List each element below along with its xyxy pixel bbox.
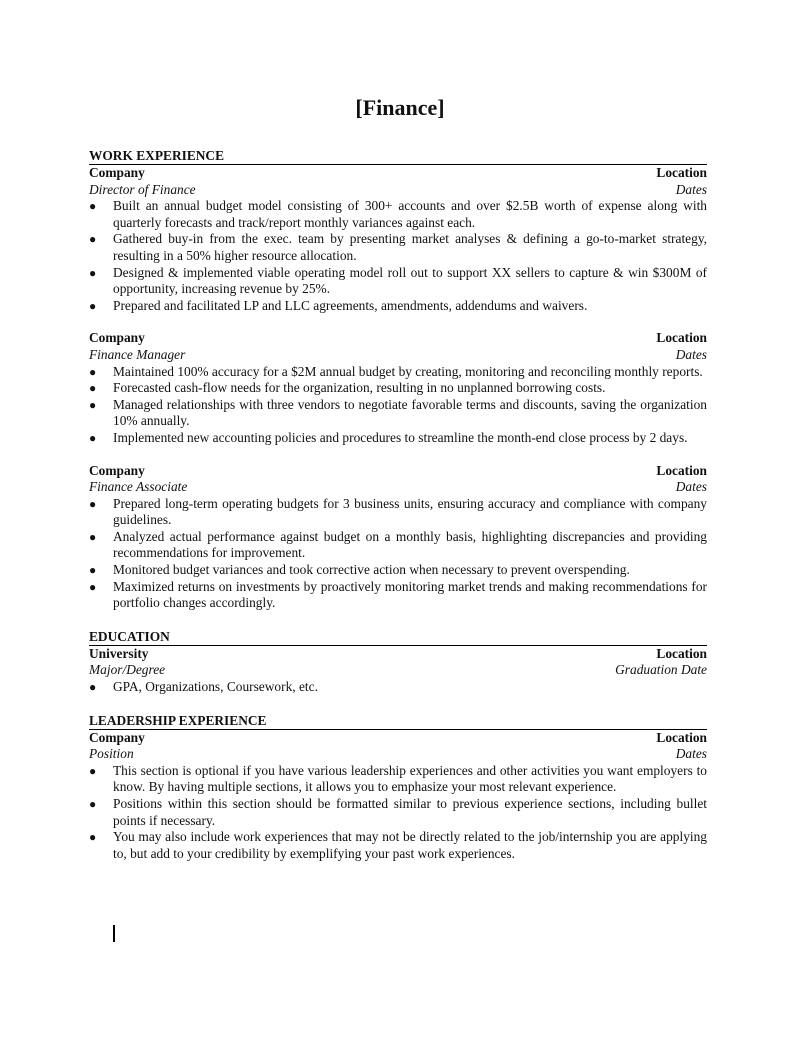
bullet-icon: ● xyxy=(89,680,97,695)
bullet-item xyxy=(89,298,707,315)
bullet-item xyxy=(89,763,707,796)
bullet-item xyxy=(89,829,707,862)
company-name: Company xyxy=(89,165,145,180)
section-heading-education: EDUCATION xyxy=(89,628,707,646)
position: Position xyxy=(89,746,134,762)
bullet-list xyxy=(89,198,707,314)
bullet-icon: ● xyxy=(89,298,97,313)
dates: Dates xyxy=(675,479,707,495)
work-entry xyxy=(89,463,707,612)
location: Location xyxy=(656,165,707,180)
location: Location xyxy=(656,645,707,661)
bullet-text: Forecasted cash-flow needs for the organization, resulting in no unplanned borrowing costs. xyxy=(113,380,606,396)
location: Location xyxy=(656,330,707,346)
bullet-text: You may also include work experiences that may not be directly related to the job/internship you are applying to, but add to your credibility by exemplifying your past work experiences. xyxy=(113,829,707,861)
company-name: Company xyxy=(89,330,145,346)
bullet-icon: ● xyxy=(89,830,97,845)
bullet-item xyxy=(89,397,707,430)
dates: Dates xyxy=(675,181,707,197)
bullet-list xyxy=(89,496,707,612)
work-experience-section xyxy=(89,147,707,612)
bullet-item xyxy=(89,430,707,447)
bullet-item xyxy=(89,364,707,381)
bullet-text: Managed relationships with three vendors to negotiate favorable terms and discounts, saving the organization 10% annually. xyxy=(113,396,707,429)
bullet-icon: ● xyxy=(89,381,97,396)
bullet-list xyxy=(89,364,707,447)
bullet-icon: ● xyxy=(89,364,97,379)
section-heading-leadership: LEADERSHIP EXPERIENCE xyxy=(89,712,707,730)
job-title: Director of Finance xyxy=(89,181,196,197)
bullet-text: Prepared and facilitated LP and LLC agreements, amendments, addendums and waivers. xyxy=(113,297,588,313)
bullet-text: Monitored budget variances and took corrective action when necessary to prevent overspending. xyxy=(113,562,630,578)
bullet-item xyxy=(89,579,707,612)
company-name: Company xyxy=(89,462,145,478)
bullet-icon: ● xyxy=(89,265,97,280)
bullet-item xyxy=(89,198,707,231)
bullet-text: Prepared long-term operating budgets for 3 business units, ensuring accuracy and compliance with company guidelines. xyxy=(113,495,707,528)
leadership-entry xyxy=(89,730,707,863)
bullet-item xyxy=(89,380,707,397)
bullet-text: Maximized returns on investments by proactively monitoring market trends and making recommendations for portfolio changes accordingly. xyxy=(113,578,707,611)
bullet-item xyxy=(89,562,707,579)
bullet-text: Positions within this section should be formatted similar to previous experience sections, including bullet points if necessary. xyxy=(113,796,707,828)
bullet-icon: ● xyxy=(89,763,97,778)
bullet-icon: ● xyxy=(89,496,97,511)
bullet-icon: ● xyxy=(89,529,97,544)
bullet-item xyxy=(89,796,707,829)
resume-title: [Finance] xyxy=(355,95,445,120)
text-cursor xyxy=(113,925,115,942)
degree: Major/Degree xyxy=(89,662,166,678)
bullet-icon: ● xyxy=(89,579,97,594)
dates: Dates xyxy=(675,746,707,762)
education-section xyxy=(89,628,707,696)
bullet-item xyxy=(89,679,707,696)
dates: Dates xyxy=(675,346,707,362)
bullet-item xyxy=(89,496,707,529)
bullet-text: Analyzed actual performance against budget on a monthly basis, highlighting discrepancies and providing recommendations for improvement. xyxy=(113,528,707,561)
bullet-icon: ● xyxy=(89,797,97,811)
work-entry xyxy=(89,165,707,314)
leadership-section xyxy=(89,712,707,863)
bullet-text: Gathered buy-in from the exec. team by presenting market analyses & defining a go-to-market strategy, resulting in a 50% higher resource allocation. xyxy=(113,231,707,263)
bullet-text: Implemented new accounting policies and procedures to streamline the month-end close process by 2 days. xyxy=(113,429,688,445)
bullet-text: Maintained 100% accuracy for a $2M annual budget by creating, monitoring and reconciling monthly reports. xyxy=(113,363,703,379)
location: Location xyxy=(656,729,707,745)
graduation-date: Graduation Date xyxy=(615,662,707,678)
bullet-icon: ● xyxy=(89,397,97,412)
bullet-text: Built an annual budget model consisting of 300+ accounts and over $2.5B worth of expense along with quarterly forecasts and track/report monthly variances against each. xyxy=(113,198,707,230)
bullet-item xyxy=(89,529,707,562)
work-entry xyxy=(89,330,707,446)
bullet-item xyxy=(89,231,707,264)
bullet-text: GPA, Organizations, Coursework, etc. xyxy=(113,679,318,695)
section-heading-work: WORK EXPERIENCE xyxy=(89,147,707,165)
university-name: University xyxy=(89,645,149,661)
bullet-list xyxy=(89,763,707,863)
job-title: Finance Associate xyxy=(89,479,188,495)
bullet-icon: ● xyxy=(89,199,97,214)
bullet-icon: ● xyxy=(89,563,97,578)
job-title: Finance Manager xyxy=(89,346,186,362)
bullet-text: Designed & implemented viable operating model roll out to support XX sellers to capture & win $300M of opportunity, increasing revenue by 25%. xyxy=(113,264,707,297)
bullet-text: This section is optional if you have various leadership experiences and other activities you want employers to know. By having multiple sections, it allows you to emphasize your most relevant experience. xyxy=(113,762,707,795)
bullet-list xyxy=(89,679,707,696)
company-name: Company xyxy=(89,729,145,745)
education-entry xyxy=(89,646,707,696)
bullet-item xyxy=(89,265,707,298)
bullet-icon: ● xyxy=(89,232,97,247)
location: Location xyxy=(656,462,707,478)
bullet-icon: ● xyxy=(89,430,97,445)
resume-content xyxy=(89,147,707,862)
